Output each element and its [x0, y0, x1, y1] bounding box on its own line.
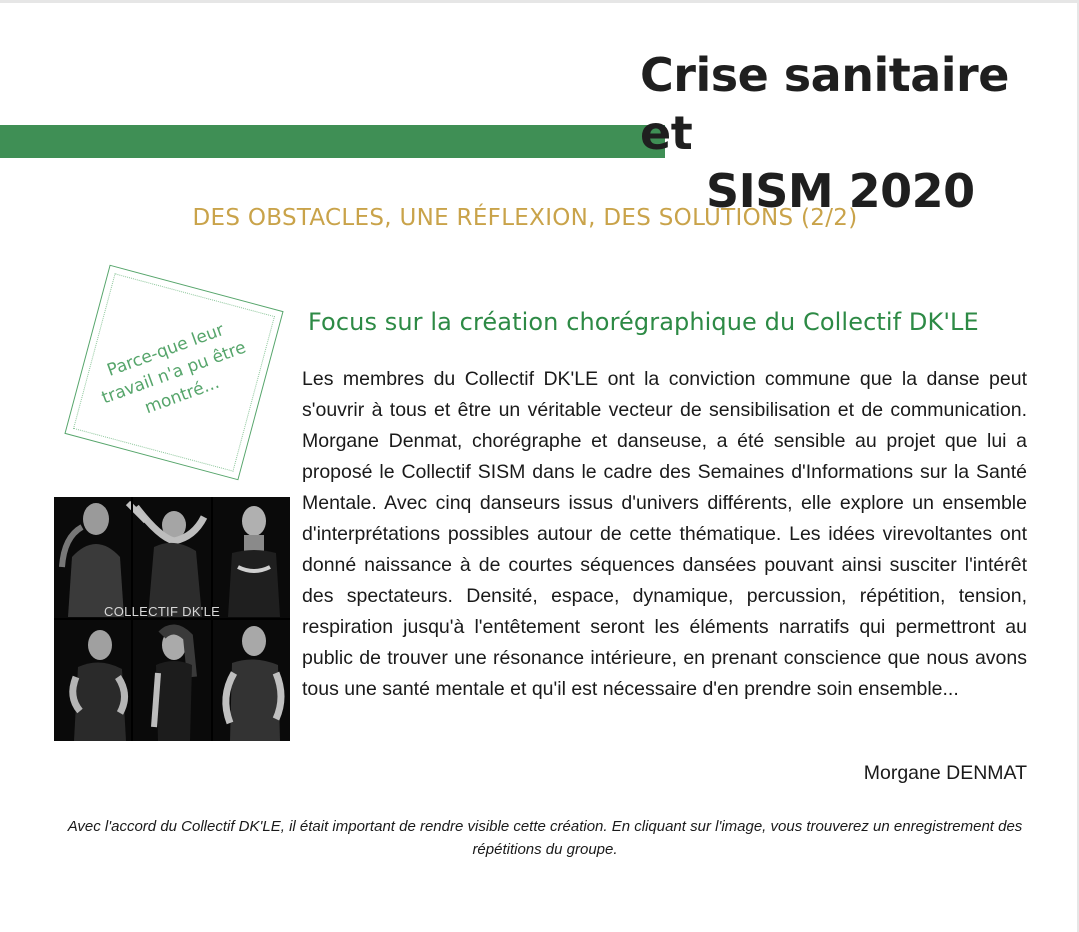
dancers-photo-illustration: [54, 497, 290, 741]
dancers-photo[interactable]: [54, 497, 290, 741]
article-body: Les membres du Collectif DK'LE ont la conviction commune que la danse peut s'ouvrir à tous et être un véritable vecteur de sensibilisation et de communication. Morgane Denmat, chorégraphe et danseuse, a été sensible au projet que lui a proposé le Collectif SISM dans le cadre des Semaines d'Informations sur la Santé Mentale. Avec cinq danseurs issus d'univers différents, elle explore un ensemble d'interprétations possibles autour de cette thématique. Les idées virevoltantes ont donné naissance à de courtes séquences dansées pouvant ainsi susciter l'intérêt des spectateurs. Densité, espace, dynamique, percussion, répétition, tension, respiration jusqu'à l'entêtement seront les éléments narratifs qui permettront au public de trouver une résonance intérieure, en prenant conscience que nous avons tous une santé mentale et qu'il est nécessaire d'en prendre soin ensemble...: [302, 368, 1027, 700]
stamp-inner-border: [73, 273, 275, 471]
footnote: Avec l'accord du Collectif DK'LE, il était important de rendre visible cette création. En cliquant sur l'image, vous trouverez un enregistrement des répétitions du groupe.: [67, 818, 1023, 858]
article-author: Morgane DENMAT: [863, 762, 1027, 784]
page-border-top: [0, 0, 1079, 3]
title-line-2: SISM 2020: [706, 164, 975, 218]
article-heading: Focus sur la création chorégraphique du Collectif DK'LE: [308, 308, 979, 336]
photo-caption-label: COLLECTIF DK'LE: [104, 604, 221, 619]
page-title: [640, 46, 1070, 220]
stamp-text: Parce-que leur travail n'a pu être montré...: [99, 319, 249, 418]
title-line-1: Crise sanitaire et: [640, 48, 1009, 160]
stamp-note: [64, 265, 283, 481]
section-subtitle: DES OBSTACLES, UNE RÉFLEXION, DES SOLUTIONS (2/2): [192, 205, 858, 231]
header-accent-bar: [0, 125, 665, 158]
